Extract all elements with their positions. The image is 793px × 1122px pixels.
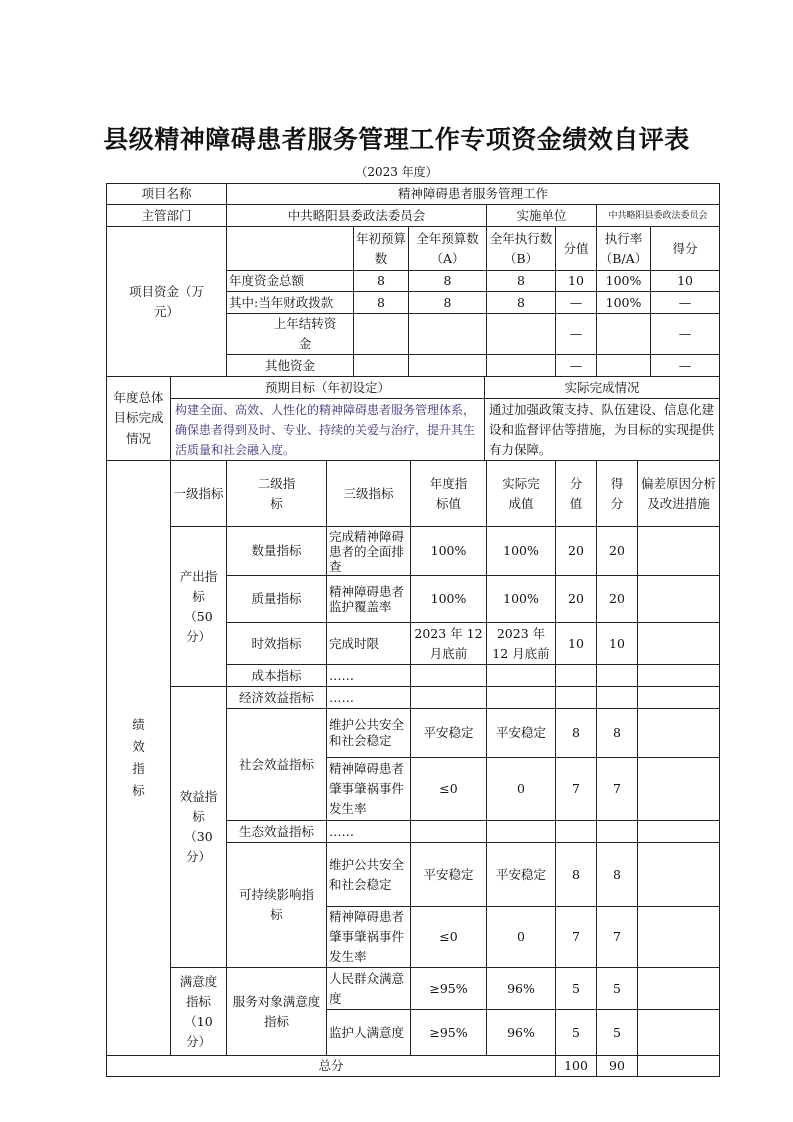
level3: 精神障碍患者肇事肇祸事件发生率 — [327, 758, 411, 821]
actual — [487, 665, 556, 687]
got — [597, 665, 638, 687]
perf-header: 得分 — [597, 461, 638, 527]
deviation — [638, 576, 720, 623]
perf-header: 三级指标 — [327, 461, 411, 527]
got: 7 — [597, 758, 638, 821]
cell — [409, 355, 487, 377]
deviation — [638, 687, 720, 709]
cell — [354, 314, 409, 355]
impl: 中共略阳县委政法委员会 — [597, 205, 720, 227]
got: 10 — [597, 623, 638, 665]
level2: 社会效益指标 — [227, 709, 327, 821]
actual: 100% — [487, 527, 556, 576]
cell — [487, 314, 556, 355]
perf-header: 一级指标 — [171, 461, 227, 527]
got: 5 — [597, 1010, 638, 1056]
total-score: 100 — [556, 1056, 597, 1077]
cell — [597, 314, 651, 355]
dept: 中共略阳县委政法委员会 — [227, 205, 487, 227]
cell: — — [556, 292, 597, 314]
target: 2023 年 12 月底前 — [411, 623, 487, 665]
funds-row-name: 上年结转资金 — [227, 314, 354, 355]
cell: 10 — [651, 271, 720, 292]
level2: 质量指标 — [227, 576, 327, 623]
cell — [487, 355, 556, 377]
actual: 2023 年 12 月底前 — [487, 623, 556, 665]
cell — [597, 355, 651, 377]
empty-cell — [227, 227, 354, 271]
cell: — — [556, 314, 597, 355]
deviation — [638, 758, 720, 821]
score: 20 — [556, 576, 597, 623]
level3: 维护公共安全和社会稳定 — [327, 843, 411, 907]
funds-header: 全年执行数（B） — [487, 227, 556, 271]
table-row — [107, 527, 720, 576]
perf-label: 绩效指标 — [107, 461, 171, 1056]
deviation — [638, 709, 720, 758]
got — [597, 687, 638, 709]
goals-label: 年度总体目标完成情况 — [107, 377, 171, 461]
target: ≥95% — [411, 1010, 487, 1056]
level3: 监护人满意度 — [327, 1010, 411, 1056]
level2: 可持续影响指标 — [227, 843, 327, 968]
deviation — [638, 623, 720, 665]
level1-output: 产出指标（50分） — [171, 527, 227, 687]
impl-label: 实施单位 — [487, 205, 597, 227]
score: 8 — [556, 843, 597, 907]
actual: 96% — [487, 968, 556, 1010]
perf-header: 年度指标值 — [411, 461, 487, 527]
actual: 平安稳定 — [487, 709, 556, 758]
total-table — [106, 1055, 720, 1077]
score: 8 — [556, 709, 597, 758]
cell: 8 — [409, 292, 487, 314]
score — [556, 687, 597, 709]
cell: 8 — [409, 271, 487, 292]
funds-label: 项目资金（万元） — [107, 227, 227, 377]
score: 7 — [556, 907, 597, 968]
actual: 0 — [487, 758, 556, 821]
page-title: 县级精神障碍患者服务管理工作专项资金绩效自评表 — [103, 125, 690, 154]
got: 8 — [597, 843, 638, 907]
project-name-label: 项目名称 — [107, 184, 227, 205]
level3: 维护公共安全和社会稳定 — [327, 709, 411, 758]
perf-header: 偏差原因分析及改进措施 — [638, 461, 720, 527]
level3: …… — [327, 821, 411, 843]
level2: 时效指标 — [227, 623, 327, 665]
expected-goal: 构建全面、高效、人性化的精神障碍患者服务管理体系，确保患者得到及时、专业、持续的关爱与治疗，提升其生活质量和社会融入度。 — [171, 399, 485, 461]
funds-header: 分值 — [556, 227, 597, 271]
score: 7 — [556, 758, 597, 821]
actual-result: 通过加强政策支持、队伍建设、信息化建设和监督评估等措施，为目标的实现提供有力保障。 — [485, 399, 720, 461]
actual: 0 — [487, 907, 556, 968]
funds-header: 年初预算数 — [354, 227, 409, 271]
score — [556, 821, 597, 843]
target: 平安稳定 — [411, 709, 487, 758]
level2: 数量指标 — [227, 527, 327, 576]
total-label: 总分 — [107, 1056, 556, 1077]
target: 100% — [411, 527, 487, 576]
actual: 100% — [487, 576, 556, 623]
target: 平安稳定 — [411, 843, 487, 907]
funds-header: 全年预算数（A） — [409, 227, 487, 271]
got: 20 — [597, 576, 638, 623]
funds-row-name: 年度资金总额 — [227, 271, 354, 292]
funds-row-name: 其他资金 — [227, 355, 354, 377]
actual: 平安稳定 — [487, 843, 556, 907]
deviation — [638, 1010, 720, 1056]
level2: 服务对象满意度指标 — [227, 968, 327, 1056]
score: 5 — [556, 968, 597, 1010]
level3: 精神障碍患者肇事肇祸事件发生率 — [327, 907, 411, 968]
deviation — [638, 907, 720, 968]
funds-row-name: 其中:当年财政拨款 — [227, 292, 354, 314]
score — [556, 665, 597, 687]
cell: 8 — [487, 292, 556, 314]
score: 20 — [556, 527, 597, 576]
deviation — [638, 821, 720, 843]
got: 5 — [597, 968, 638, 1010]
level1-satisfaction: 满意度指标（10分） — [171, 968, 227, 1056]
funds-header: 执行率（B/A） — [597, 227, 651, 271]
goals-table — [106, 376, 720, 461]
level3: 人民群众满意度 — [327, 968, 411, 1010]
total-deviation — [638, 1056, 720, 1077]
cell: — — [651, 292, 720, 314]
perf-header: 实际完成值 — [487, 461, 556, 527]
funds-table — [106, 183, 720, 377]
got — [597, 821, 638, 843]
cell: 10 — [556, 271, 597, 292]
deviation — [638, 527, 720, 576]
level3: …… — [327, 665, 411, 687]
funds-header: 得分 — [651, 227, 720, 271]
cell: 8 — [487, 271, 556, 292]
actual — [487, 821, 556, 843]
actual-label: 实际完成情况 — [485, 377, 720, 399]
got: 20 — [597, 527, 638, 576]
cell: 100% — [597, 292, 651, 314]
level3: 精神障碍患者监护覆盖率 — [327, 576, 411, 623]
actual: 96% — [487, 1010, 556, 1056]
expected-label: 预期目标（年初设定） — [171, 377, 485, 399]
level1-benefit: 效益指标（30分） — [171, 687, 227, 968]
level2: 成本指标 — [227, 665, 327, 687]
cell: 100% — [597, 271, 651, 292]
target — [411, 821, 487, 843]
table-row — [107, 968, 720, 1010]
cell: — — [651, 314, 720, 355]
total-got: 90 — [597, 1056, 638, 1077]
level2: 经济效益指标 — [227, 687, 327, 709]
page-subtitle: （2023 年度） — [355, 165, 438, 179]
level2: 生态效益指标 — [227, 821, 327, 843]
table-row — [107, 687, 720, 709]
cell: 8 — [354, 271, 409, 292]
cell: — — [556, 355, 597, 377]
deviation — [638, 843, 720, 907]
level3: …… — [327, 687, 411, 709]
cell: 8 — [354, 292, 409, 314]
target — [411, 687, 487, 709]
project-name: 精神障碍患者服务管理工作 — [227, 184, 720, 205]
level3: 完成精神障碍患者的全面排查 — [327, 527, 411, 576]
target — [411, 665, 487, 687]
actual — [487, 687, 556, 709]
performance-table — [106, 460, 720, 1056]
level3: 完成时限 — [327, 623, 411, 665]
deviation — [638, 968, 720, 1010]
score: 10 — [556, 623, 597, 665]
target: 100% — [411, 576, 487, 623]
target: ≤0 — [411, 907, 487, 968]
cell — [354, 355, 409, 377]
perf-header: 分值 — [556, 461, 597, 527]
got: 8 — [597, 709, 638, 758]
target: ≥95% — [411, 968, 487, 1010]
cell: — — [651, 355, 720, 377]
deviation — [638, 665, 720, 687]
target: ≤0 — [411, 758, 487, 821]
perf-header: 二级指标 — [227, 461, 327, 527]
cell — [409, 314, 487, 355]
got: 7 — [597, 907, 638, 968]
dept-label: 主管部门 — [107, 205, 227, 227]
score: 5 — [556, 1010, 597, 1056]
